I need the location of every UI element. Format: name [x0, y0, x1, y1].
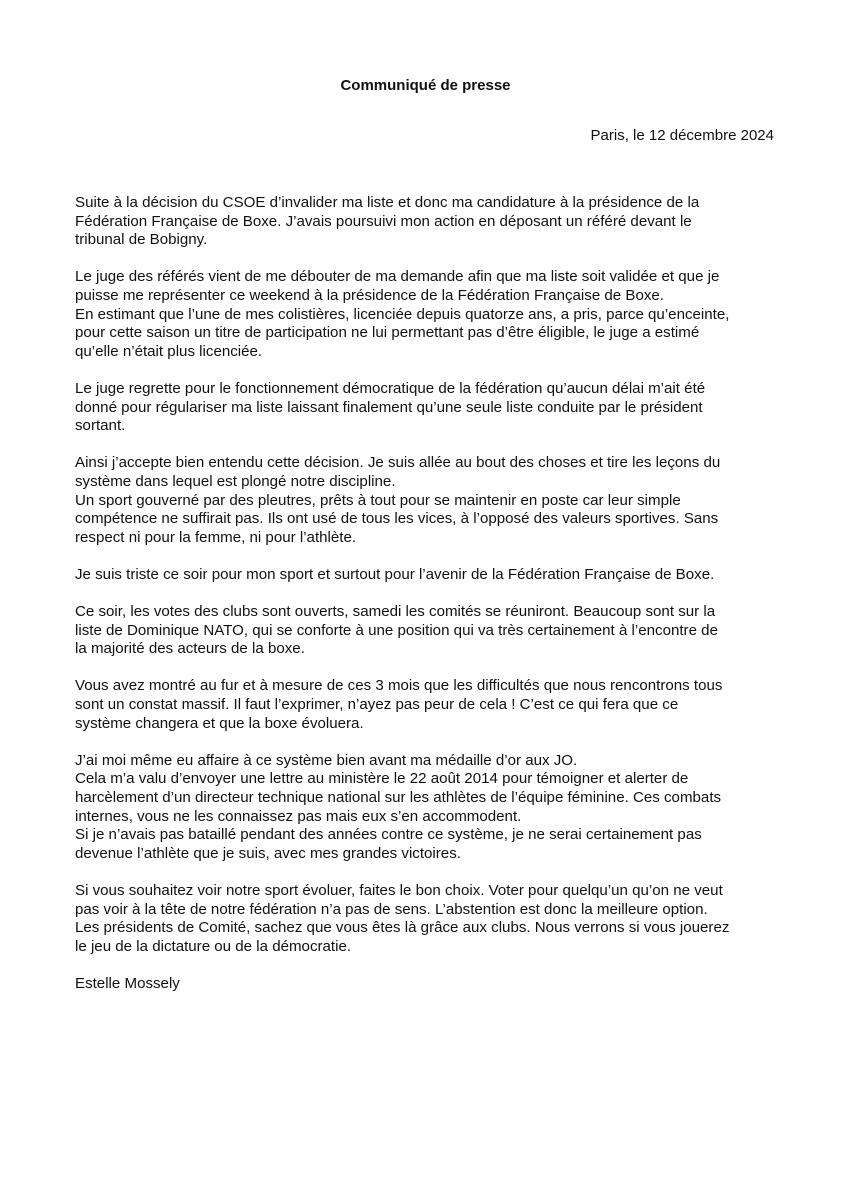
text-line: Je suis triste ce soir pour mon sport et surtout pour l’avenir de la Fédération Française de Boxe.	[75, 565, 715, 583]
document-title: Communiqué de presse	[340, 77, 511, 94]
signature: Estelle Mossely	[75, 974, 180, 992]
paragraph	[75, 677, 780, 733]
text-line: sortant.	[75, 417, 126, 435]
document-date: Paris, le 12 décembre 2024	[590, 127, 774, 144]
text-line: liste de Dominique NATO, qui se conforte à une position qui va très certainement à l’encontre de	[75, 621, 718, 639]
paragraph	[75, 566, 780, 585]
paragraph	[75, 268, 780, 361]
paragraph-list	[75, 194, 780, 956]
text-line: Vous avez montré au fur et à mesure de ces 3 mois que les difficultés que nous rencontrons tous	[75, 677, 723, 695]
text-line: le jeu de la dictature ou de la démocratie.	[75, 937, 352, 955]
text-line: système dans lequel est plongé notre discipline.	[75, 472, 396, 490]
text-line: tribunal de Bobigny.	[75, 231, 208, 249]
text-line: Les présidents de Comité, sachez que vous êtes là grâce aux clubs. Nous verrons si vous jouerez	[75, 919, 730, 937]
paragraph	[75, 603, 780, 659]
text-line: Le juge regrette pour le fonctionnement démocratique de la fédération qu’aucun délai m’ait été	[75, 379, 706, 397]
text-line: Suite à la décision du CSOE d’invalider ma liste et donc ma candidature à la présidence de la	[75, 194, 700, 211]
text-line: donné pour régulariser ma liste laissant finalement qu’une seule liste conduite par le président	[75, 398, 703, 416]
text-line: respect ni pour la femme, ni pour l’athlète.	[75, 528, 357, 546]
text-line: Cela m’a valu d’envoyer une lettre au ministère le 22 août 2014 pour témoigner et alerter de	[75, 770, 689, 788]
text-line: sont un constat massif. Il faut l’exprimer, n’ayez pas peur de cela ! C’est ce qui fera que ce	[75, 696, 679, 714]
text-line: Si je n’avais pas bataillé pendant des années contre ce système, je ne serai certainement pas	[75, 826, 702, 844]
text-line: puisse me représenter ce weekend à la présidence de la Fédération Française de Boxe.	[75, 286, 664, 304]
text-line: Le juge des référés vient de me débouter de ma demande afin que ma liste soit validée et que je	[75, 268, 720, 286]
text-line: Un sport gouverné par des pleutres, prêts à tout pour se maintenir en poste car leur simple	[75, 491, 681, 509]
document-body	[75, 194, 780, 994]
text-line: système changera et que la boxe évoluera.	[75, 714, 364, 732]
text-line: Fédération Française de Boxe. J’avais poursuivi mon action en déposant un référé devant le	[75, 212, 692, 230]
paragraph	[75, 752, 780, 864]
paragraph	[75, 380, 780, 436]
text-line: J’ai moi même eu affaire à ce système bien avant ma médaille d’or aux JO.	[75, 751, 578, 769]
text-line: compétence ne suffirait pas. Ils ont usé de tous les vices, à l’opposé des valeurs sportives. Sans	[75, 510, 719, 528]
text-line: harcèlement d’un directeur technique national sur les athlètes de l’équipe féminine. Ces combats	[75, 789, 722, 806]
text-line: Si vous souhaitez voir notre sport évoluer, faites le bon choix. Voter pour quelqu’un qu’on ne veut	[75, 881, 723, 899]
text-line: la majorité des acteurs de la boxe.	[75, 640, 305, 658]
text-line: devenue l’athlète que je suis, avec mes grandes victoires.	[75, 844, 461, 862]
text-line: internes, vous ne les connaissez pas mais eux s’en accommodent.	[75, 807, 522, 825]
text-line: Ainsi j’accepte bien entendu cette décision. Je suis allée au bout des choses et tire les leçons du	[75, 454, 721, 472]
paragraph	[75, 454, 780, 547]
text-line: qu’elle n’était plus licenciée.	[75, 342, 263, 360]
paragraph	[75, 882, 780, 956]
text-line: pour cette saison un titre de participation ne lui permettant pas d’être éligible, le juge a estimé	[75, 324, 700, 342]
paragraph	[75, 194, 780, 250]
text-line: En estimant que l’une de mes colistières, licenciée depuis quatorze ans, a pris, parce qu’enceinte,	[75, 305, 730, 323]
text-line: pas voir à la tête de notre fédération n’a pas de sens. L’abstention est donc la meilleure option.	[75, 900, 708, 918]
text-line: Ce soir, les votes des clubs sont ouverts, samedi les comités se réuniront. Beaucoup sont sur la	[75, 603, 716, 621]
